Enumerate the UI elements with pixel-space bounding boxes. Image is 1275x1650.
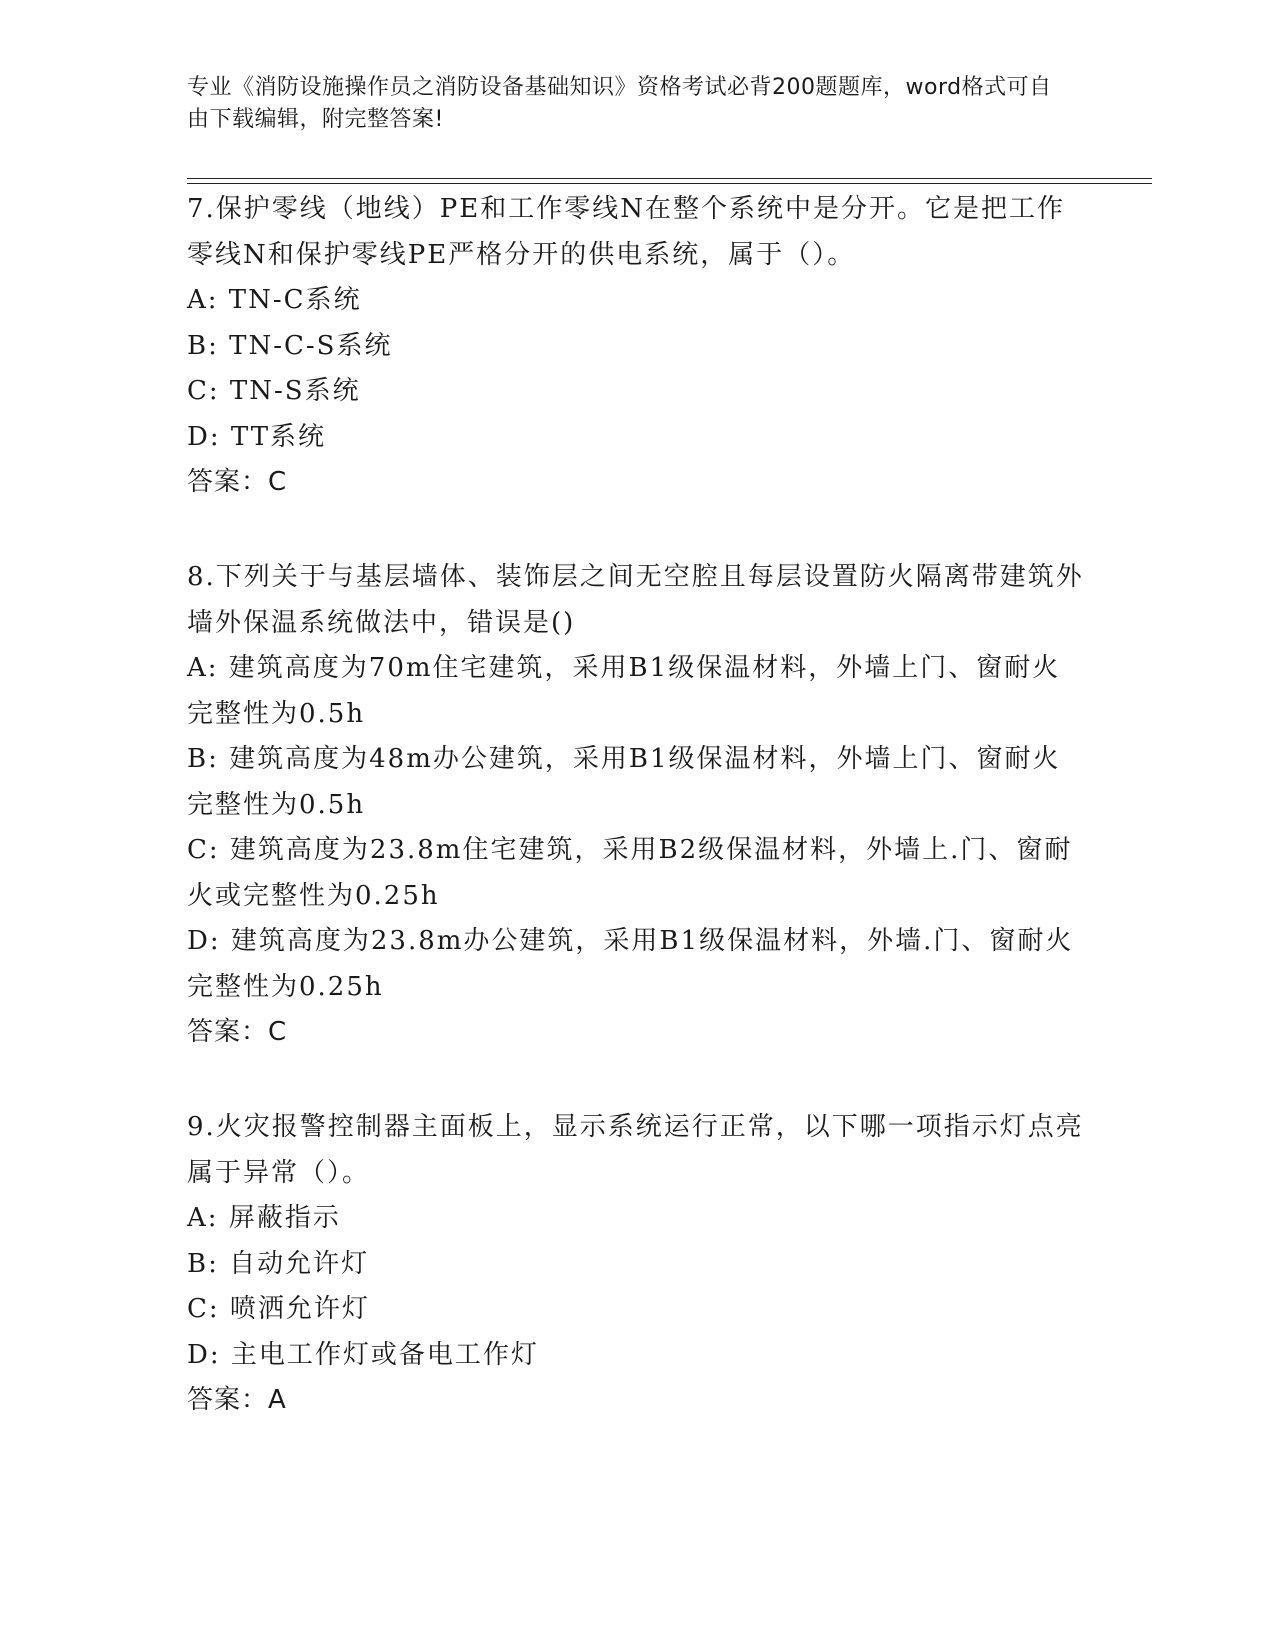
question-8 bbox=[187, 555, 1087, 1055]
option-c: C: 建筑高度为23.8m住宅建筑，采用B2级保温材料，外墙上.门、窗耐火或完整性为0.25h bbox=[187, 835, 1073, 911]
answer-line: 答案：C bbox=[187, 1017, 288, 1047]
option-c: C: TN-S系统 bbox=[187, 376, 361, 406]
header-divider-bottom bbox=[187, 183, 1152, 184]
question-9 bbox=[187, 1105, 1087, 1423]
question-list bbox=[187, 187, 1087, 1473]
option-d: D: 主电工作灯或备电工作灯 bbox=[187, 1339, 539, 1370]
document-header: 专业《消防设施操作员之消防设备基础知识》资格考试必背200题题库，word格式可自由下载编辑，附完整答案! bbox=[187, 75, 1052, 132]
option-b: B: 自动允许灯 bbox=[187, 1248, 370, 1279]
option-a: A: 屏蔽指示 bbox=[187, 1203, 341, 1233]
option-a: A: 建筑高度为70m住宅建筑，采用B1级保温材料，外墙上门、窗耐火完整性为0.5h bbox=[187, 653, 1061, 729]
question-stem: 9.火灾报警控制器主面板上，显示系统运行正常，以下哪一项指示灯点亮属于异常（）。 bbox=[187, 1112, 1084, 1188]
question-stem: 7.保护零线（地线）PE和工作零线N在整个系统中是分开。它是把工作零线N和保护零线PE严格分开的供电系统，属于（）。 bbox=[187, 194, 1066, 270]
answer-line: 答案：C bbox=[187, 467, 288, 497]
question-7 bbox=[187, 187, 1087, 505]
option-d: D: TT系统 bbox=[187, 421, 327, 452]
question-stem: 8.下列关于与基层墙体、装饰层之间无空腔且每层设置防火隔离带建筑外墙外保温系统做法中，错误是() bbox=[187, 562, 1084, 638]
option-b: B: 建筑高度为48m办公建筑，采用B1级保温材料，外墙上门、窗耐火完整性为0.5h bbox=[187, 744, 1061, 820]
header-divider-top bbox=[187, 178, 1152, 179]
answer-line: 答案：A bbox=[187, 1385, 287, 1415]
option-a: A: TN-C系统 bbox=[187, 285, 362, 315]
option-c: C: 喷洒允许灯 bbox=[187, 1294, 370, 1324]
option-d: D: 建筑高度为23.8m办公建筑，采用B1级保温材料，外墙.门、窗耐火完整性为0.25h bbox=[187, 926, 1074, 1002]
option-b: B: TN-C-S系统 bbox=[187, 330, 393, 361]
